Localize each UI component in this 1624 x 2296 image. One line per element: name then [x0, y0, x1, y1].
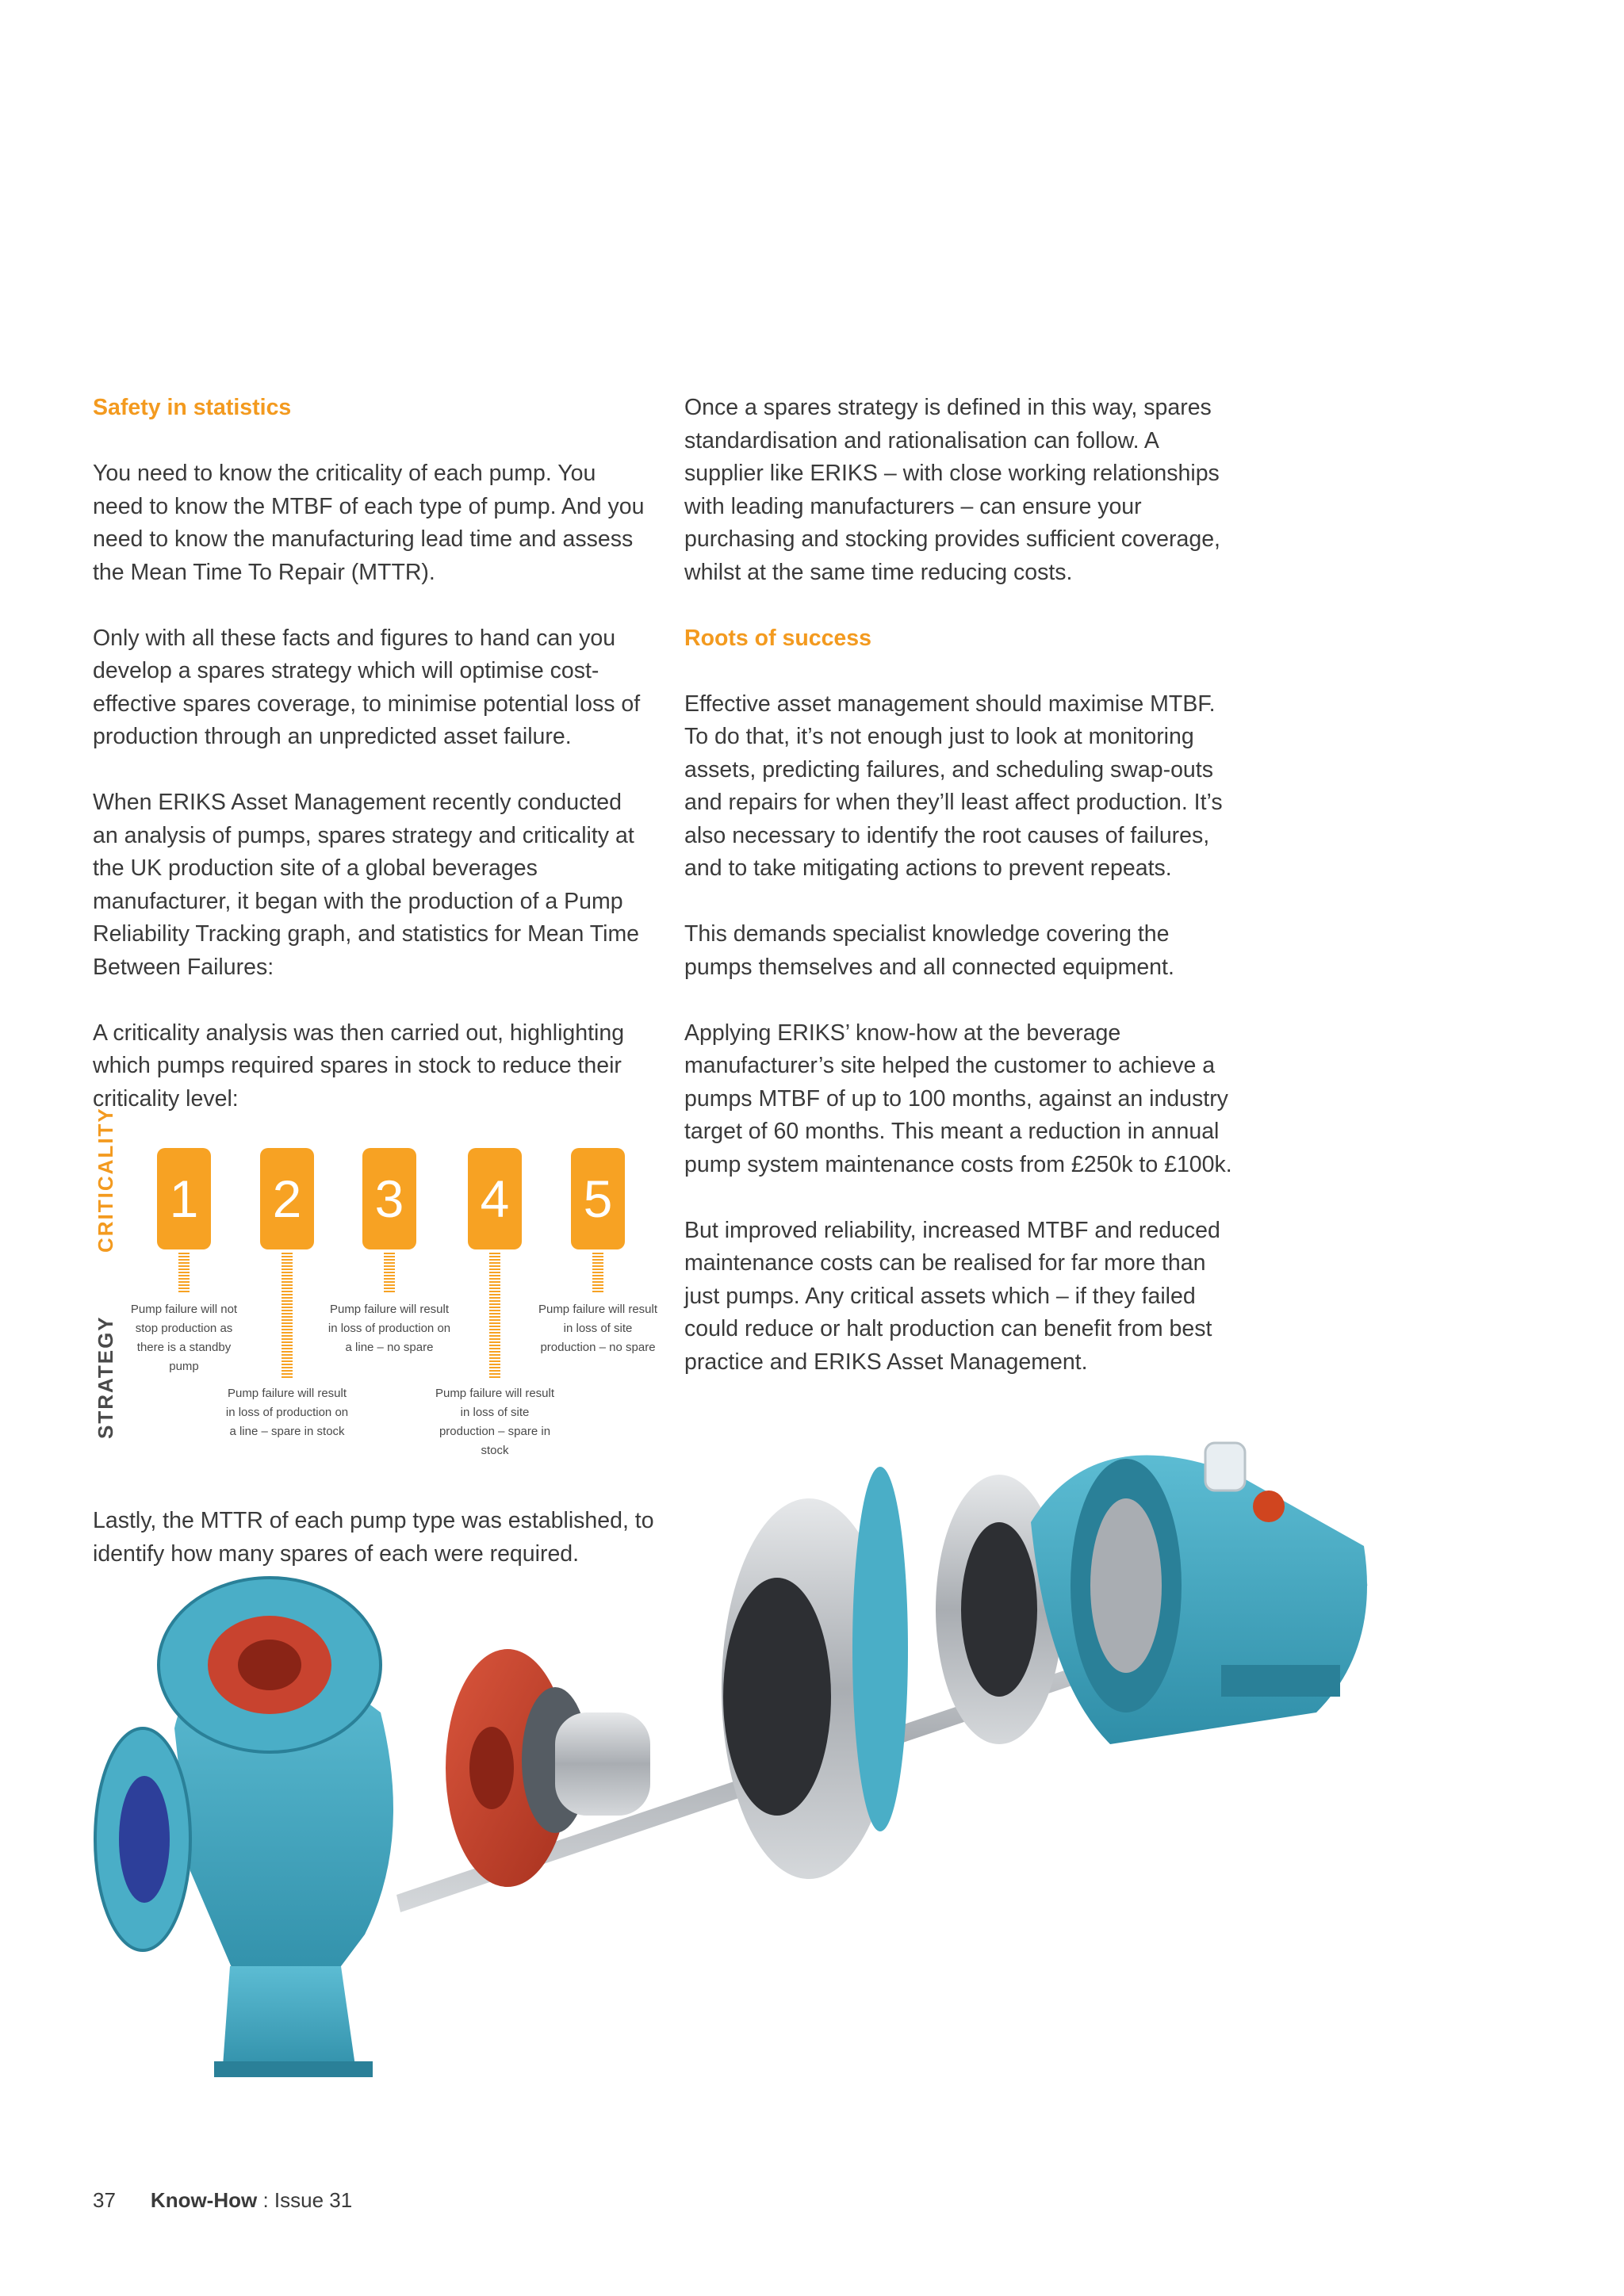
- page-number: 37: [93, 2188, 116, 2212]
- pump-casing: [95, 1578, 393, 2077]
- paragraph-closing: Lastly, the MTTR of each pump type was established, to identify how many spares of each were required.: [93, 1508, 654, 1567]
- level-connector: [282, 1253, 293, 1380]
- seal-housing: [722, 1467, 908, 1879]
- level-connector: [178, 1253, 190, 1294]
- paragraph: Only with all these facts and figures to hand can you develop a spares strategy which will optimise cost-effective spares coverage, to minimise potential loss of production through an unpredicted asset failure.: [93, 625, 641, 749]
- criticality-level-3: 3: [362, 1148, 416, 1249]
- paragraph: Effective asset management should maximise MTBF. To do that, it’s not enough just to look at monitoring assets, predicting failures, and scheduling swap-outs and repairs for when they’ll least affect production. It’s also necessary to identify the root causes of failures, and to take mitigating actions to prevent repeats.: [684, 691, 1223, 881]
- strategy-axis-label: STRATEGY: [94, 1315, 117, 1439]
- paragraph: This demands specialist knowledge covering the pumps themselves and all connected equipment.: [684, 921, 1174, 980]
- strategy-description-1: Pump failure will not stop production as there is a standby pump: [130, 1303, 238, 1373]
- criticality-level-1: 1: [157, 1148, 211, 1249]
- exploded-pump-illustration: [79, 1427, 1396, 2141]
- criticality-level-2: 2: [260, 1148, 314, 1249]
- strategy-description-5: Pump failure will result in loss of site production – no spare: [538, 1303, 658, 1354]
- paragraph: A criticality analysis was then carried out, highlighting which pumps required spares in stock to reduce their criticality level:: [93, 1020, 625, 1112]
- criticality-axis-label: CRITICALITY: [94, 1107, 117, 1253]
- strategy-description-4: Pump failure will result in loss of site production – spare in stock: [435, 1387, 555, 1457]
- shaft-sleeve: [555, 1712, 650, 1816]
- paragraph: When ERIKS Asset Management recently conducted an analysis of pumps, spares strategy and criticality at the UK production site of a global beverages manufacturer, it began with the production of a Pump Reliability Tracking graph, and statistics for Mean Time Between Failures:: [93, 790, 640, 980]
- section-heading-safety: Safety in statistics: [93, 395, 292, 420]
- page-footer: [93, 2188, 352, 2213]
- criticality-graphic: [79, 1107, 666, 1457]
- paragraph: But improved reliability, increased MTBF and reduced maintenance costs can be realised for far more than just pumps. Any critical assets which – if they failed could reduce or halt production can benefit from best practice and ERIKS Asset Management.: [684, 1217, 1220, 1375]
- criticality-level-4: 4: [468, 1148, 522, 1249]
- publication-name: Know-How: [150, 2188, 258, 2212]
- strategy-description-2: Pump failure will result in loss of production on a line – spare in stock: [225, 1387, 349, 1438]
- issue-label: : Issue 31: [257, 2188, 353, 2212]
- level-connector: [489, 1253, 500, 1380]
- right-column: [684, 392, 1239, 1412]
- level-connector: [592, 1253, 603, 1294]
- left-column: [93, 392, 648, 1149]
- criticality-level-5: 5: [571, 1148, 625, 1249]
- section-heading-roots: Roots of success: [684, 625, 871, 651]
- paragraph: Applying ERIKS’ know-how at the beverage manufacturer’s site helped the customer to achieve a pumps MTBF of up to 100 months, against an industry target of 60 months. This meant a reduction in annual pump system maintenance costs from £250k to £100k.: [684, 1020, 1232, 1177]
- paragraph: Once a spares strategy is defined in this way, spares standardisation and rationalisation can follow. A supplier like ERIKS – with close working relationships with leading manufacturers – can ensure your purchasing and stocking provides sufficient coverage, whilst at the same time reducing costs.: [684, 395, 1220, 585]
- level-connector: [384, 1253, 395, 1294]
- bearing-housing: [1031, 1443, 1367, 1744]
- paragraph: You need to know the criticality of each pump. You need to know the MTBF of each type of pump. And you need to know the manufacturing lead time and assess the Mean Time To Repair (MTTR).: [93, 461, 645, 585]
- strategy-description-3: Pump failure will result in loss of production on a line – no spare: [327, 1303, 451, 1354]
